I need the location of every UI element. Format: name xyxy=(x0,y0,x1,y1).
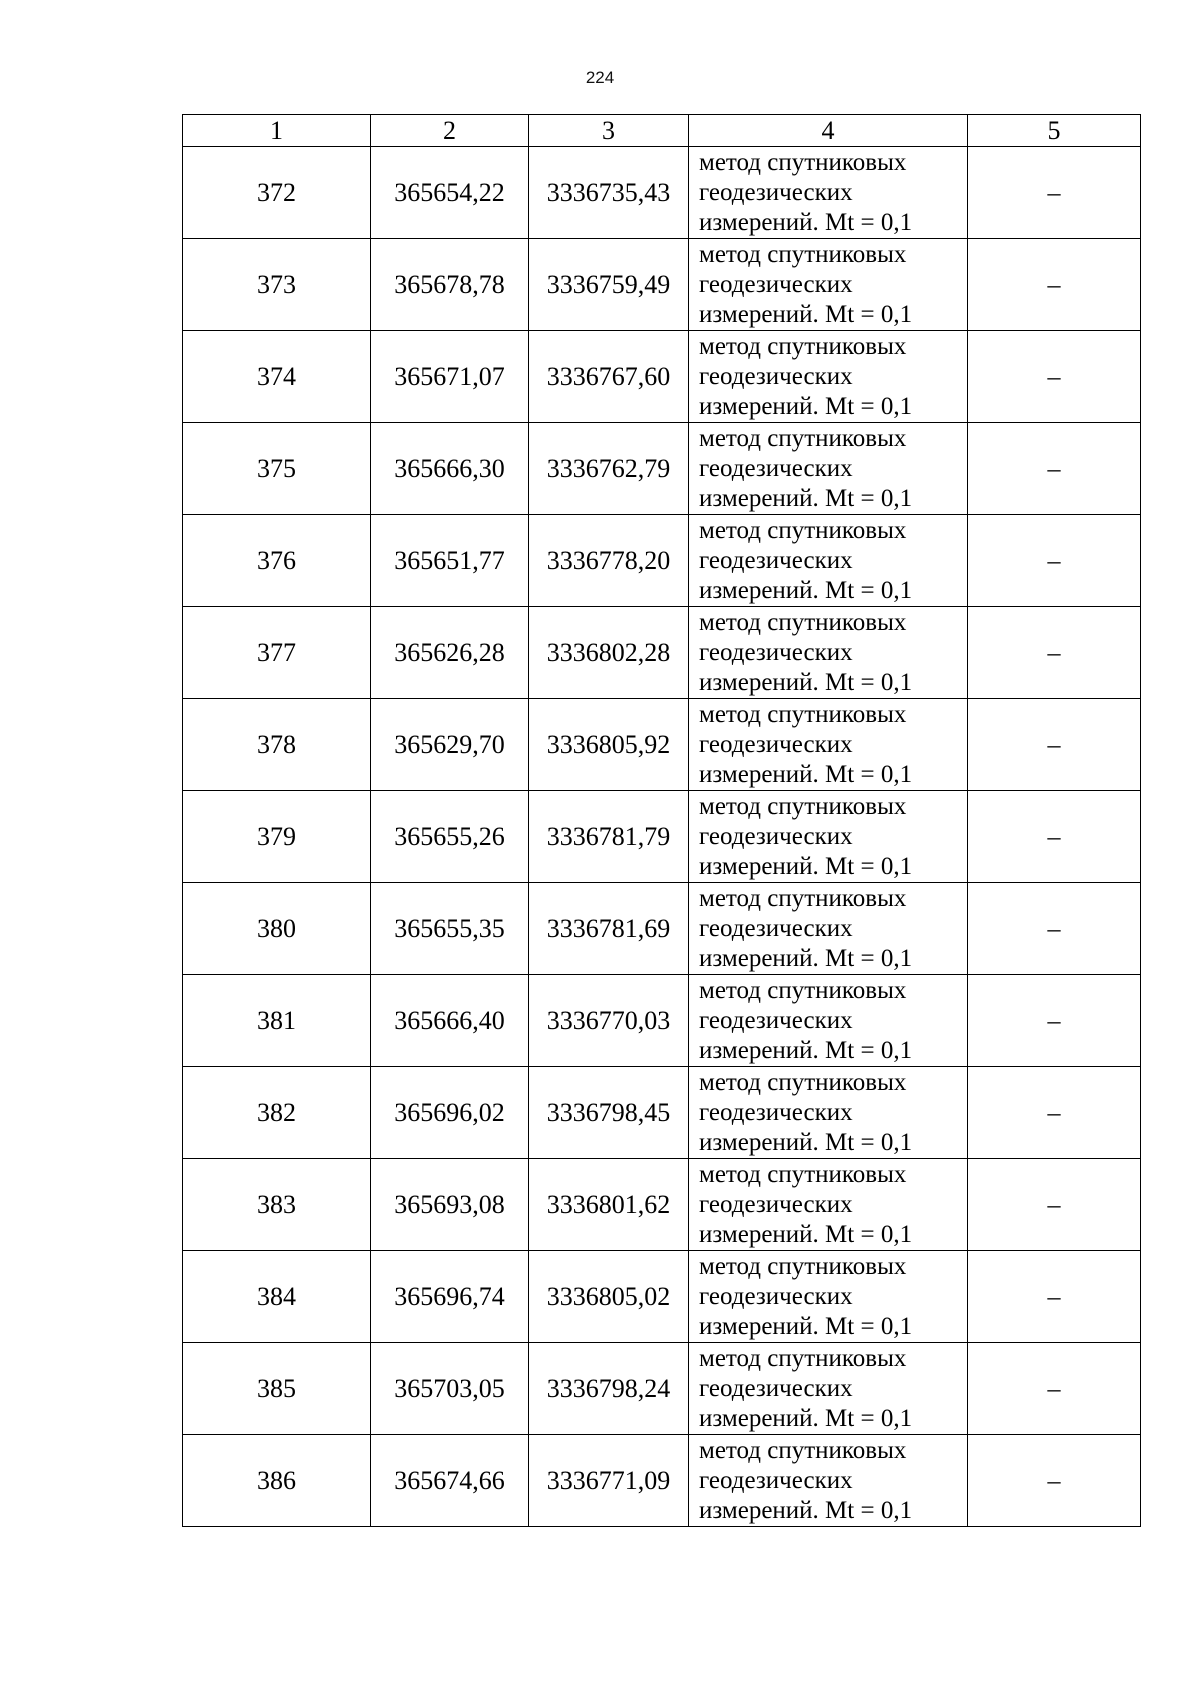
point-number-cell: 383 xyxy=(183,1159,371,1251)
method-cell xyxy=(689,239,968,331)
method-cell xyxy=(689,331,968,423)
method-cell xyxy=(689,1251,968,1343)
method-text-line: геодезических xyxy=(699,1466,853,1494)
point-number-cell: 378 xyxy=(183,699,371,791)
method-cell xyxy=(689,699,968,791)
method-text-line: измерений. Mt = 0,1 xyxy=(699,1220,913,1248)
y-coordinate-cell: 3336770,03 xyxy=(529,975,689,1067)
method-cell xyxy=(689,975,968,1067)
x-coordinate-cell: 365651,77 xyxy=(371,515,529,607)
method-cell xyxy=(689,791,968,883)
table-row xyxy=(183,147,1141,239)
point-number-cell: 380 xyxy=(183,883,371,975)
column-header-4: 4 xyxy=(689,115,968,147)
point-number-cell: 382 xyxy=(183,1067,371,1159)
method-text-line: геодезических xyxy=(699,362,853,390)
method-text-line: метод спутниковых xyxy=(699,976,907,1004)
y-coordinate-cell: 3336798,24 xyxy=(529,1343,689,1435)
method-text-line: метод спутниковых xyxy=(699,1252,907,1280)
point-number-cell: 381 xyxy=(183,975,371,1067)
method-text-line: метод спутниковых xyxy=(699,424,907,452)
table-header xyxy=(183,115,1141,147)
column-header-3: 3 xyxy=(529,115,689,147)
y-coordinate-cell: 3336767,60 xyxy=(529,331,689,423)
method-text-line: геодезических xyxy=(699,914,853,942)
note-cell: – xyxy=(968,1067,1141,1159)
method-text-line: измерений. Mt = 0,1 xyxy=(699,1036,913,1064)
x-coordinate-cell: 365666,40 xyxy=(371,975,529,1067)
method-text-line: метод спутниковых xyxy=(699,1344,907,1372)
method-cell xyxy=(689,147,968,239)
y-coordinate-cell: 3336778,20 xyxy=(529,515,689,607)
method-text-line: геодезических xyxy=(699,822,853,850)
note-cell: – xyxy=(968,1435,1141,1527)
method-text-line: измерений. Mt = 0,1 xyxy=(699,668,913,696)
note-cell: – xyxy=(968,423,1141,515)
note-cell: – xyxy=(968,1251,1141,1343)
point-number-cell: 377 xyxy=(183,607,371,699)
point-number-cell: 386 xyxy=(183,1435,371,1527)
method-text-line: геодезических xyxy=(699,270,853,298)
method-text-line: метод спутниковых xyxy=(699,884,907,912)
point-number-cell: 384 xyxy=(183,1251,371,1343)
table-row xyxy=(183,239,1141,331)
y-coordinate-cell: 3336781,79 xyxy=(529,791,689,883)
method-text-line: измерений. Mt = 0,1 xyxy=(699,944,913,972)
x-coordinate-cell: 365703,05 xyxy=(371,1343,529,1435)
y-coordinate-cell: 3336805,02 xyxy=(529,1251,689,1343)
method-cell xyxy=(689,515,968,607)
method-text-line: измерений. Mt = 0,1 xyxy=(699,576,913,604)
method-text-line: геодезических xyxy=(699,1282,853,1310)
x-coordinate-cell: 365655,26 xyxy=(371,791,529,883)
x-coordinate-cell: 365629,70 xyxy=(371,699,529,791)
table-row xyxy=(183,515,1141,607)
y-coordinate-cell: 3336781,69 xyxy=(529,883,689,975)
method-text-line: измерений. Mt = 0,1 xyxy=(699,1128,913,1156)
method-text-line: геодезических xyxy=(699,1374,853,1402)
y-coordinate-cell: 3336735,43 xyxy=(529,147,689,239)
method-text-line: метод спутниковых xyxy=(699,1068,907,1096)
table-row xyxy=(183,975,1141,1067)
note-cell: – xyxy=(968,975,1141,1067)
method-text-line: метод спутниковых xyxy=(699,1160,907,1188)
y-coordinate-cell: 3336802,28 xyxy=(529,607,689,699)
table-row xyxy=(183,1251,1141,1343)
method-text-line: геодезических xyxy=(699,638,853,666)
point-number-cell: 385 xyxy=(183,1343,371,1435)
note-cell: – xyxy=(968,607,1141,699)
method-text-line: метод спутниковых xyxy=(699,608,907,636)
x-coordinate-cell: 365655,35 xyxy=(371,883,529,975)
x-coordinate-cell: 365626,28 xyxy=(371,607,529,699)
method-text-line: метод спутниковых xyxy=(699,148,907,176)
note-cell: – xyxy=(968,239,1141,331)
y-coordinate-cell: 3336759,49 xyxy=(529,239,689,331)
x-coordinate-cell: 365654,22 xyxy=(371,147,529,239)
table-row xyxy=(183,883,1141,975)
table-body xyxy=(183,147,1141,1527)
method-text-line: измерений. Mt = 0,1 xyxy=(699,392,913,420)
method-cell xyxy=(689,1343,968,1435)
x-coordinate-cell: 365666,30 xyxy=(371,423,529,515)
method-text-line: геодезических xyxy=(699,1098,853,1126)
method-text-line: метод спутниковых xyxy=(699,792,907,820)
table-row xyxy=(183,1159,1141,1251)
y-coordinate-cell: 3336771,09 xyxy=(529,1435,689,1527)
x-coordinate-cell: 365693,08 xyxy=(371,1159,529,1251)
table-row xyxy=(183,607,1141,699)
column-header-2: 2 xyxy=(371,115,529,147)
column-header-5: 5 xyxy=(968,115,1141,147)
table-row xyxy=(183,699,1141,791)
method-text-line: метод спутниковых xyxy=(699,240,907,268)
x-coordinate-cell: 365671,07 xyxy=(371,331,529,423)
method-cell xyxy=(689,883,968,975)
method-text-line: измерений. Mt = 0,1 xyxy=(699,852,913,880)
x-coordinate-cell: 365674,66 xyxy=(371,1435,529,1527)
note-cell: – xyxy=(968,791,1141,883)
method-cell xyxy=(689,1067,968,1159)
method-text-line: геодезических xyxy=(699,1006,853,1034)
method-text-line: измерений. Mt = 0,1 xyxy=(699,1312,913,1340)
x-coordinate-cell: 365678,78 xyxy=(371,239,529,331)
page-number: 224 xyxy=(585,68,615,87)
note-cell: – xyxy=(968,1159,1141,1251)
coordinates-table xyxy=(182,114,1141,1527)
method-text-line: геодезических xyxy=(699,178,853,206)
note-cell: – xyxy=(968,699,1141,791)
method-text-line: измерений. Mt = 0,1 xyxy=(699,1404,913,1432)
method-text-line: геодезических xyxy=(699,454,853,482)
method-text-line: геодезических xyxy=(699,546,853,574)
method-text-line: измерений. Mt = 0,1 xyxy=(699,300,913,328)
point-number-cell: 373 xyxy=(183,239,371,331)
table-row xyxy=(183,1435,1141,1527)
table-row xyxy=(183,1343,1141,1435)
table-row xyxy=(183,423,1141,515)
note-cell: – xyxy=(968,331,1141,423)
point-number-cell: 375 xyxy=(183,423,371,515)
note-cell: – xyxy=(968,515,1141,607)
x-coordinate-cell: 365696,02 xyxy=(371,1067,529,1159)
method-cell xyxy=(689,423,968,515)
method-text-line: измерений. Mt = 0,1 xyxy=(699,484,913,512)
point-number-cell: 376 xyxy=(183,515,371,607)
point-number-cell: 374 xyxy=(183,331,371,423)
note-cell: – xyxy=(968,883,1141,975)
note-cell: – xyxy=(968,1343,1141,1435)
method-text-line: измерений. Mt = 0,1 xyxy=(699,208,913,236)
header-row xyxy=(183,115,1141,147)
table-row xyxy=(183,331,1141,423)
point-number-cell: 379 xyxy=(183,791,371,883)
column-header-1: 1 xyxy=(183,115,371,147)
method-text-line: метод спутниковых xyxy=(699,1436,907,1464)
method-text-line: метод спутниковых xyxy=(699,516,907,544)
method-text-line: геодезических xyxy=(699,1190,853,1218)
method-cell xyxy=(689,607,968,699)
method-text-line: метод спутниковых xyxy=(699,700,907,728)
method-cell xyxy=(689,1159,968,1251)
y-coordinate-cell: 3336762,79 xyxy=(529,423,689,515)
point-number-cell: 372 xyxy=(183,147,371,239)
y-coordinate-cell: 3336805,92 xyxy=(529,699,689,791)
x-coordinate-cell: 365696,74 xyxy=(371,1251,529,1343)
note-cell: – xyxy=(968,147,1141,239)
table-row xyxy=(183,791,1141,883)
method-text-line: геодезических xyxy=(699,730,853,758)
y-coordinate-cell: 3336801,62 xyxy=(529,1159,689,1251)
method-cell xyxy=(689,1435,968,1527)
table-row xyxy=(183,1067,1141,1159)
method-text-line: метод спутниковых xyxy=(699,332,907,360)
y-coordinate-cell: 3336798,45 xyxy=(529,1067,689,1159)
method-text-line: измерений. Mt = 0,1 xyxy=(699,1496,913,1524)
method-text-line: измерений. Mt = 0,1 xyxy=(699,760,913,788)
